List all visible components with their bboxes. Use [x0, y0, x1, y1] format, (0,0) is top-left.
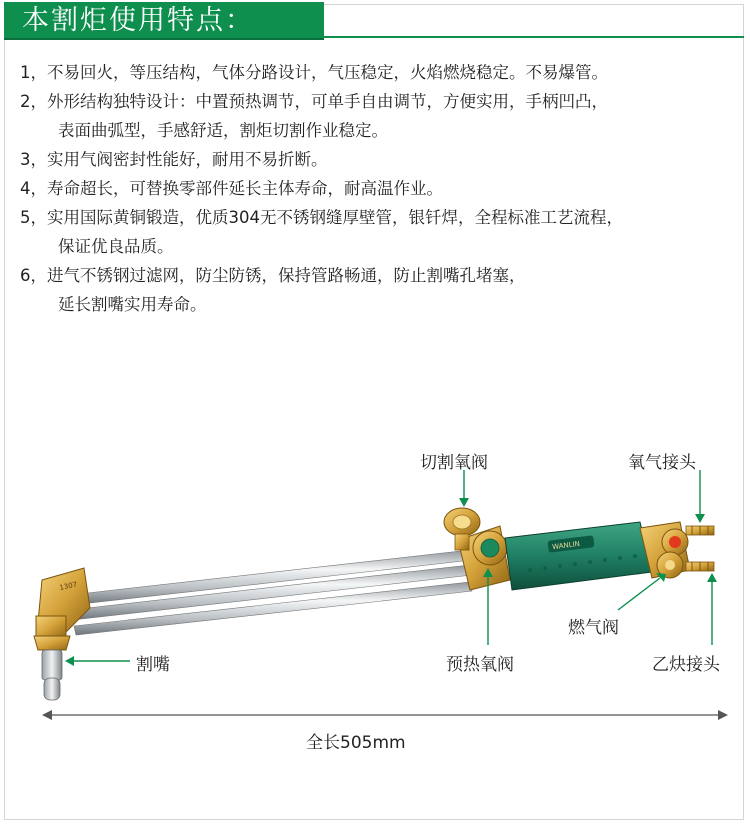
feature-text-continued: 表面曲弧型，手感舒适，割炬切割作业稳定。: [58, 121, 388, 140]
label-preheat-oxygen-valve: 预热氧阀: [446, 655, 514, 675]
feature-text: 5，实用国际黄铜锻造，优质304无不锈钢缝厚壁管，银钎焊，全程标准工艺流程，: [20, 208, 623, 227]
label-nozzle: 割嘴: [136, 655, 170, 675]
feature-item-2: [20, 87, 740, 145]
feature-item-4: [20, 174, 740, 203]
label-cutting-oxygen-valve: 切割氧阀: [420, 453, 488, 473]
oxygen-hose-barb: [686, 526, 714, 535]
feature-text: 2，外形结构独特设计：中置预热调节，可单手自由调节，方便实用，手柄凹凸，: [20, 92, 608, 111]
feature-text-continued: 保证优良品质。: [58, 237, 174, 256]
valve-body: [444, 508, 510, 590]
torch-head: [34, 568, 90, 650]
feature-text: 1，不易回火，等压结构，气体分路设计，气压稳定，火焰燃烧稳定。不易爆管。: [20, 63, 608, 82]
feature-text: 3，实用气阀密封性能好，耐用不易折断。: [20, 150, 328, 169]
title-box: [4, 2, 324, 40]
feature-text: 6，进气不锈钢过滤网，防尘防锈，保持管路畅通，防止割嘴孔堵塞，: [20, 266, 526, 285]
title-underline: [324, 36, 744, 38]
feature-list: [20, 58, 740, 319]
steel-tubes: [70, 550, 472, 635]
label-oxygen-connector: 氧气接头: [628, 453, 696, 473]
nozzle: [42, 650, 62, 700]
cutting-torch-illustration: [0, 430, 750, 760]
label-gas-valve: 燃气阀: [568, 618, 619, 638]
torch-diagram: [0, 430, 750, 760]
feature-item-1: [20, 58, 740, 87]
label-total-length: 全长505mm: [306, 733, 406, 753]
handle-brand: WANLIN: [551, 539, 581, 552]
head-marking: 1307: [58, 580, 78, 592]
feature-item-5: [20, 203, 740, 261]
label-acetylene-connector: 乙炔接头: [652, 655, 720, 675]
handle: [505, 522, 652, 590]
feature-text-continued: 延长割嘴实用寿命。: [58, 295, 207, 314]
feature-text: 4，寿命超长，可替换零部件延长主体寿命，耐高温作业。: [20, 179, 443, 198]
feature-item-6: [20, 261, 740, 319]
page-title: 本割炬使用特点：: [22, 5, 254, 36]
rear-block: [640, 522, 714, 578]
header: [0, 0, 750, 40]
length-dimension: [42, 710, 728, 720]
acetylene-hose-barb: [686, 562, 714, 571]
feature-item-3: [20, 145, 740, 174]
